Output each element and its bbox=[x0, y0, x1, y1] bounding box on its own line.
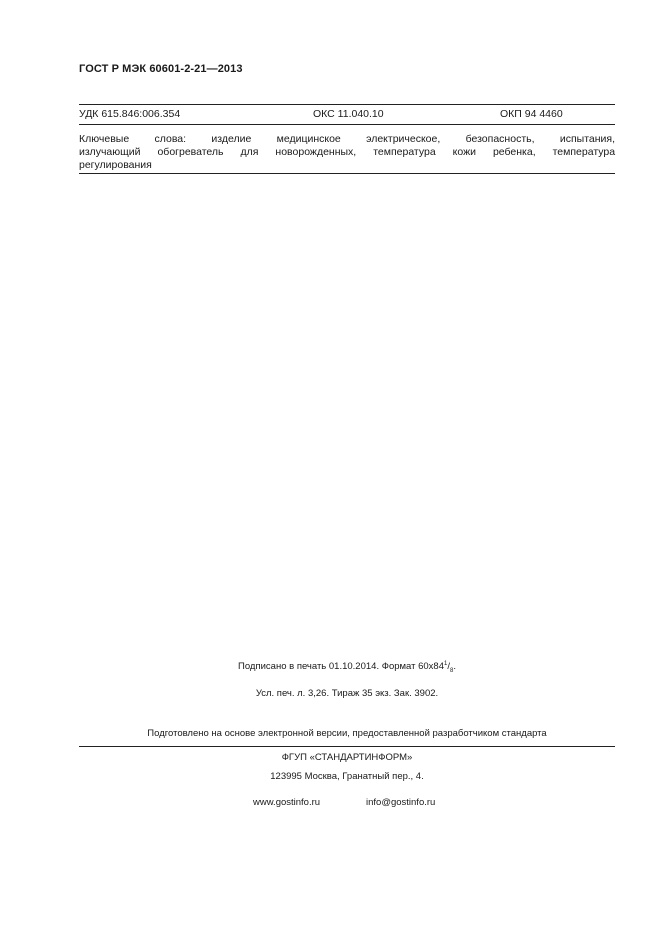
publisher-name: ФГУП «СТАНДАРТИНФОРМ» bbox=[281, 752, 413, 763]
oks-code: ОКС 11.040.10 bbox=[313, 108, 384, 120]
keyword-word: слова: bbox=[154, 133, 187, 145]
keyword-word: испытания, bbox=[559, 133, 615, 145]
top-divider bbox=[79, 104, 615, 105]
okp-code: ОКП 94 4460 bbox=[500, 108, 563, 120]
publisher-address: 123995 Москва, Гранатный пер., 4. bbox=[270, 771, 424, 782]
publisher-divider bbox=[79, 746, 615, 747]
website-link[interactable]: www.gostinfo.ru bbox=[253, 797, 321, 808]
keyword-word: электрическое, bbox=[366, 133, 441, 145]
signed-for-print: Подписано в печать 01.10.2014. Формат $60x84^1/_8$. bbox=[238, 660, 456, 674]
keywords-line-1 bbox=[79, 133, 615, 146]
keyword-word: температура bbox=[373, 146, 436, 158]
keyword-word: излучающий bbox=[79, 146, 141, 158]
keywords-line-2 bbox=[79, 146, 615, 159]
classification-row bbox=[79, 108, 615, 122]
standard-code: ГОСТ Р МЭК 60601-2-21—2013 bbox=[79, 63, 243, 75]
keyword-word: ребенка, bbox=[492, 146, 536, 158]
keywords-block bbox=[79, 133, 615, 172]
signed-text: Подписано в печать 01.10.2014. Формат 60x84 bbox=[238, 661, 444, 672]
keyword-word: обогреватель bbox=[157, 146, 224, 158]
udk-code: УДК 615.846:006.354 bbox=[79, 108, 181, 120]
keyword-word: медицинское bbox=[276, 133, 341, 145]
prepared-note: Подготовлено на основе электронной версии, предоставленной разработчиком стандарта bbox=[147, 728, 547, 739]
format-denominator: 8 bbox=[449, 667, 454, 674]
print-info: Усл. печ. л. 3,26. Тираж 35 экз. Зак. 3902. bbox=[255, 688, 439, 699]
email-link[interactable]: info@gostinfo.ru bbox=[366, 797, 436, 808]
format-suffix: . bbox=[453, 661, 456, 672]
keywords-divider bbox=[79, 173, 615, 174]
keyword-word: кожи bbox=[452, 146, 476, 158]
keyword-word: новорожденных, bbox=[275, 146, 357, 158]
format-numerator: 1 bbox=[444, 660, 448, 667]
keyword-word: безопасность, bbox=[465, 133, 535, 145]
keyword-word: Ключевые bbox=[79, 133, 130, 145]
classification-divider bbox=[79, 124, 615, 125]
keyword-word: изделие bbox=[211, 133, 252, 145]
keyword-word: температура bbox=[552, 146, 616, 158]
keywords-line-3: регулирования bbox=[79, 159, 152, 171]
keyword-word: для bbox=[240, 146, 259, 158]
